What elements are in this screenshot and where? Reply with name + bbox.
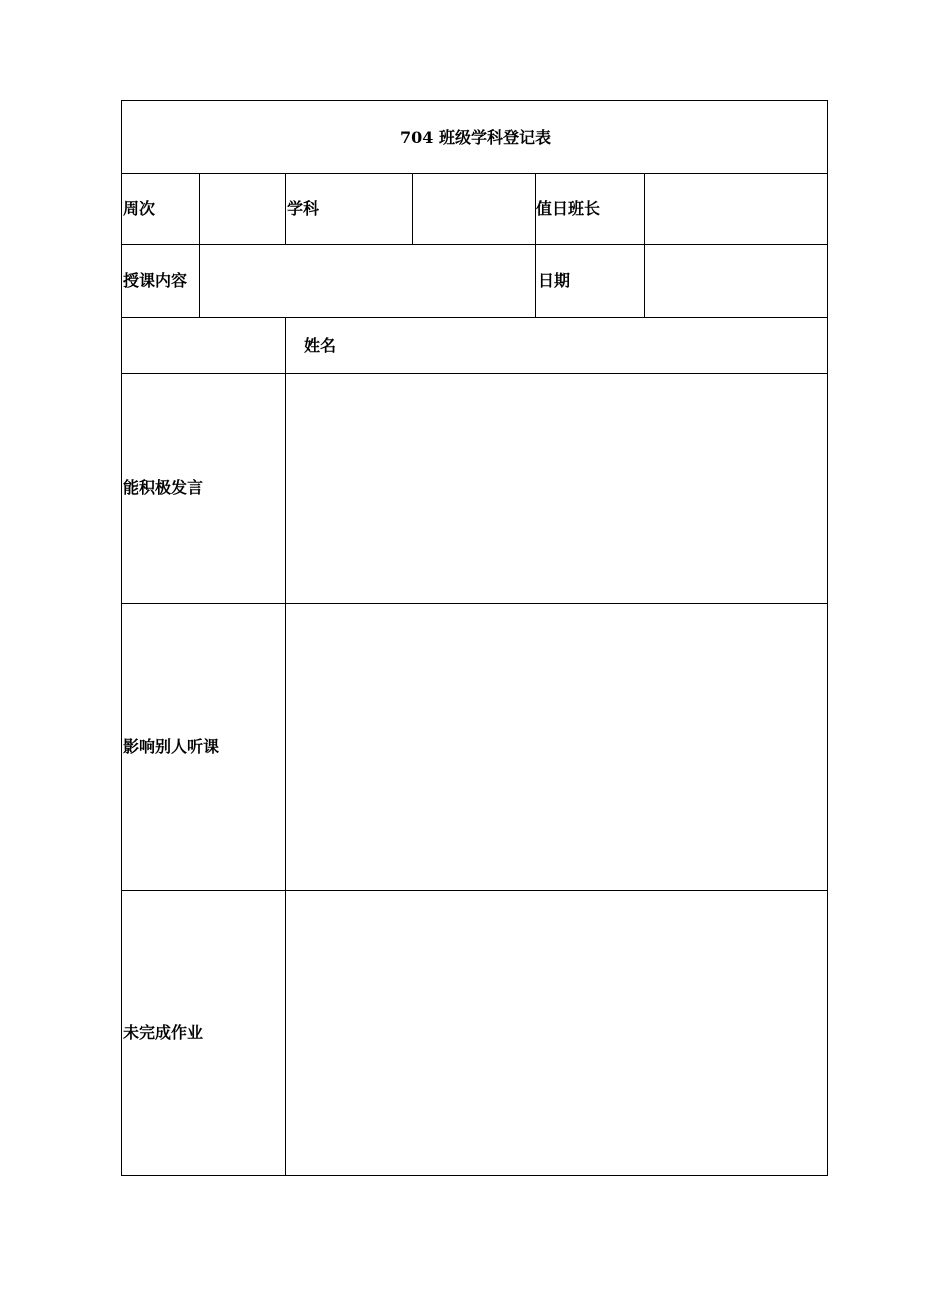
- row-divider: [122, 317, 827, 318]
- registration-form-table: [121, 100, 828, 1176]
- lesson-content-field[interactable]: [200, 245, 535, 317]
- duty-monitor-field[interactable]: [645, 174, 827, 244]
- date-field[interactable]: [645, 245, 827, 317]
- duty-monitor-label: 值日班长: [536, 199, 601, 218]
- form-title: 704 班级学科登记表: [400, 128, 551, 147]
- category-names-active-speaking[interactable]: [286, 374, 827, 603]
- category-label-homework-incomplete: 未完成作业: [123, 1023, 204, 1042]
- category-label-active-speaking: 能积极发言: [123, 478, 204, 497]
- column-divider: [285, 173, 286, 244]
- category-label-disrupting-class: 影响别人听课: [123, 737, 220, 756]
- column-divider: [535, 173, 536, 317]
- week-field[interactable]: [200, 174, 285, 244]
- category-names-disrupting-class[interactable]: [286, 604, 827, 890]
- subject-label: 学科: [287, 199, 320, 218]
- date-label: 日期: [538, 271, 571, 290]
- subject-field[interactable]: [413, 174, 535, 244]
- name-column-header: 姓名: [304, 336, 337, 355]
- category-names-homework-incomplete[interactable]: [286, 891, 827, 1175]
- lesson-content-label: 授课内容: [123, 271, 188, 290]
- week-label: 周次: [123, 199, 156, 218]
